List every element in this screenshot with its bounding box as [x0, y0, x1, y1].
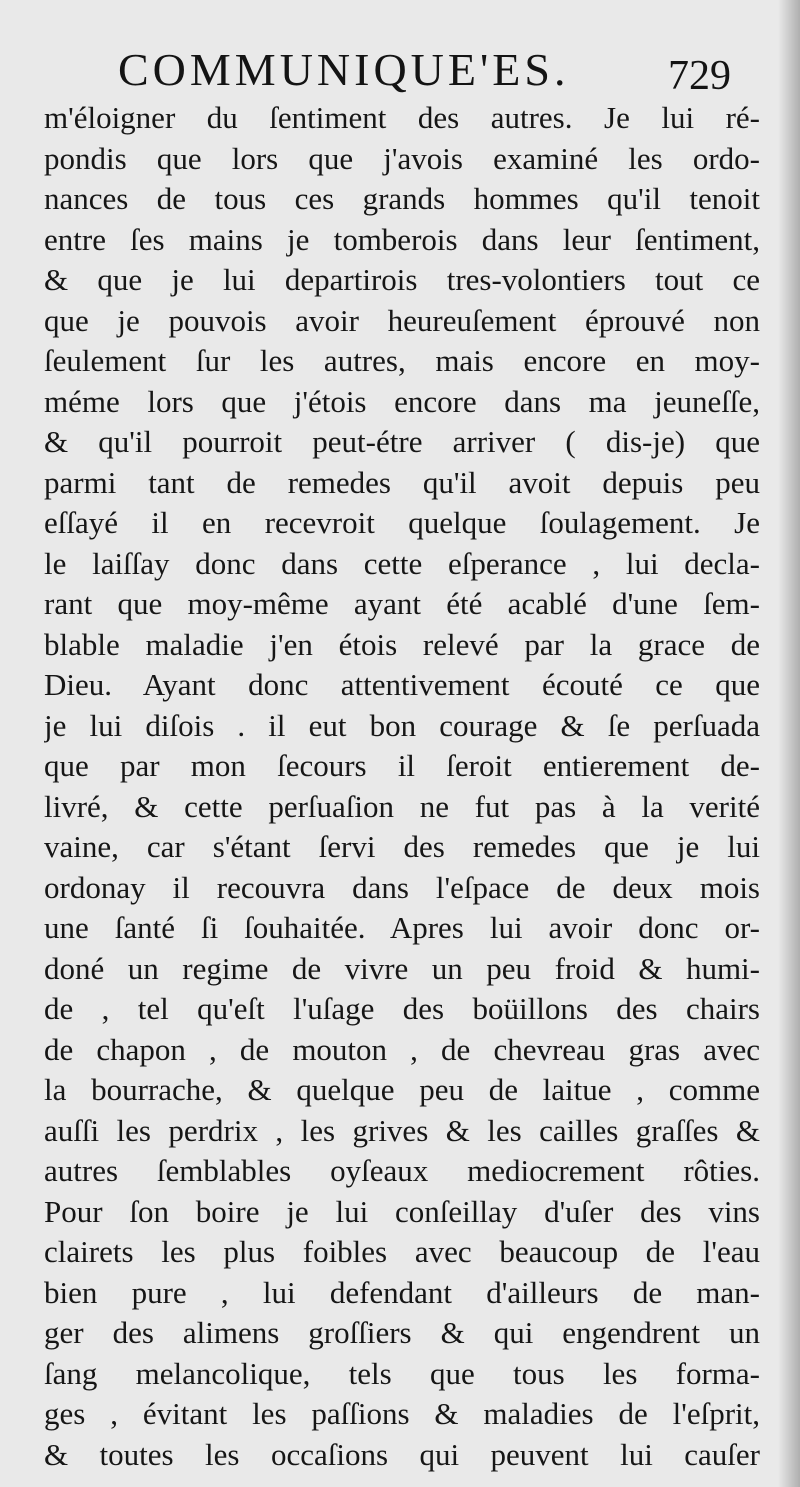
text-line: vaine, car s'étant ſervi des remedes que je lui — [44, 829, 760, 864]
text-line: bien pure , lui defendant d'ailleurs de man- — [44, 1274, 760, 1310]
text-line: ges , évitant les paſſions & maladies de l'eſprit, — [44, 1396, 760, 1431]
text-line: nances de tous ces grands hommes qu'il tenoit — [44, 181, 760, 216]
running-title: COMMUNIQUE'ES. — [118, 44, 570, 95]
text-line: entre ſes mains je tomberois dans leur ſentiment, — [44, 221, 760, 257]
text-line: blable maladie j'en étois relevé par la grace de — [44, 626, 760, 662]
text-line: je lui diſois . il eut bon courage & ſe perſuada — [44, 707, 760, 743]
text-line: & qu'il pourroit peut-étre arriver ( dis-je) que — [44, 424, 760, 459]
text-line: clairets les plus foibles avec beaucoup de l'eau — [44, 1234, 760, 1269]
body-text — [44, 98, 760, 1475]
text-line: une ſanté ſi ſouhaitée. Apres lui avoir donc or- — [44, 910, 760, 945]
text-line: le laiſſay donc dans cette eſperance , lui decla- — [44, 545, 760, 581]
text-line: la bourrache, & quelque peu de laitue , comme — [44, 1072, 760, 1107]
text-line: m'éloigner du ſentiment des autres. Je lui ré- — [44, 100, 760, 135]
text-line: livré, & cette perſuaſion ne fut pas à la verité — [44, 788, 760, 824]
text-line: de , tel qu'eſt l'uſage des boüillons des chairs — [44, 991, 760, 1026]
text-line: eſſayé il en recevroit quelque ſoulagement. Je — [44, 505, 760, 540]
text-line: ſang melancolique, tels que tous les formа- — [44, 1355, 760, 1391]
text-line: parmi tant de remedes qu'il avoit depuis peu — [44, 464, 760, 500]
text-line: que par mon ſecours il ſeroit entierement de- — [44, 748, 760, 783]
text-line: ſeulement ſur les autres, mais encore en moy- — [44, 343, 760, 378]
text-line: & toutes les occaſions qui peuvent lui cauſer — [44, 1436, 760, 1472]
text-line: & que je lui departirois tres-volontiers tout ce — [44, 262, 760, 297]
text-line: auſſi les perdrix , les grives & les cailles graſſes & — [44, 1112, 760, 1148]
text-line: que je pouvois avoir heureuſement éprouvé non — [44, 302, 760, 338]
text-line: pondis que lors que j'avois examiné les ordo- — [44, 140, 760, 176]
text-line: de chapon , de mouton , de chevreau gras avec — [44, 1031, 760, 1067]
text-line: autres ſemblables oyſeaux mediocrement rôties. — [44, 1153, 760, 1188]
text-line: Dieu. Ayant donc attentivement écouté ce que — [44, 667, 760, 702]
text-line: ger des alimens groſſiers & qui engendrent un — [44, 1315, 760, 1350]
text-line: Pour ſon boire je lui conſeillay d'uſer des vins — [44, 1193, 760, 1229]
text-line: doné un regime de vivre un peu froid & humi- — [44, 950, 760, 986]
text-line: ordonay il recouvra dans l'eſpace de deux mois — [44, 869, 760, 905]
text-line: méme lors que j'étois encore dans ma jeuneſſe, — [44, 383, 760, 419]
page-number: 729 — [668, 53, 731, 99]
text-line: rant que moy-même ayant été acablé d'une ſem- — [44, 586, 760, 621]
